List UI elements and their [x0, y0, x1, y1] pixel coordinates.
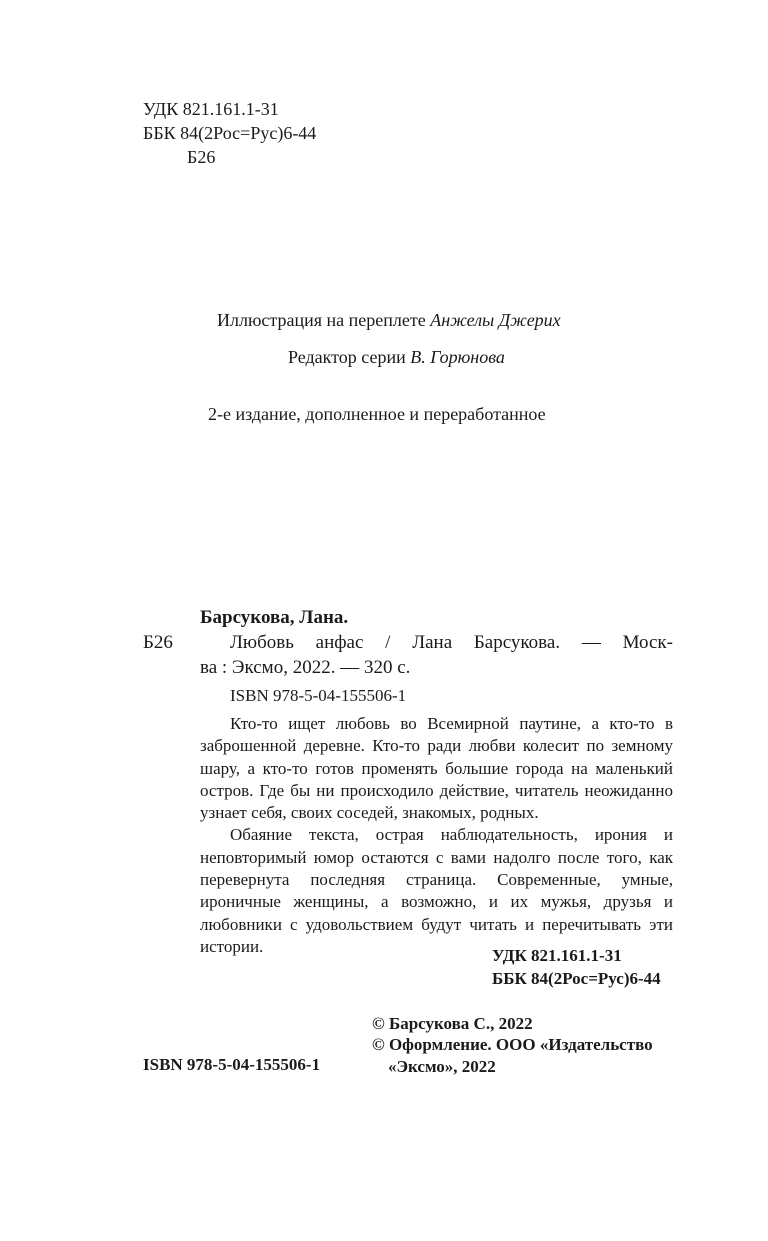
bbk-code: ББК 84(2Рос=Рус)6-44	[143, 123, 317, 143]
copyright-design-continued: «Эксмо», 2022	[388, 1057, 496, 1076]
footer-udk-code: УДК 821.161.1-31	[492, 946, 622, 965]
bibliographic-description-line2: ва : Эксмо, 2022. — 320 с.	[200, 657, 411, 678]
bibliographic-description-line1: Любовь анфас / Лана Барсукова. — Моск-	[230, 632, 673, 653]
illustration-credit-label: Иллюстрация на переплете	[217, 310, 431, 330]
illustrator-name: Анжелы Джерих	[430, 310, 561, 330]
isbn-record: ISBN 978-5-04-155506-1	[230, 686, 407, 705]
author-heading: Барсукова, Лана.	[200, 607, 349, 628]
copyright-author: © Барсукова С., 2022	[372, 1014, 533, 1033]
udk-code: УДК 821.161.1-31	[143, 99, 279, 119]
edition-note: 2-е издание, дополненное и переработанное	[208, 404, 546, 424]
copyright-design: © Оформление. ООО «Издательство	[372, 1035, 653, 1054]
annotation-paragraph: Обаяние текста, острая наблюдательность, ирония и неповторимый юмор остаются с вами надолго после того, как перевернута последняя страница. Современные, умные, ироничные женщины, а возможно, и их мужья, друзья и любовники с удовольствием будут читать и перечитывать эти истории.	[200, 825, 673, 956]
annotation	[200, 713, 673, 958]
footer-isbn: ISBN 978-5-04-155506-1	[143, 1055, 321, 1074]
author-sign: Б26	[187, 147, 216, 167]
series-editor-credit	[288, 345, 505, 369]
series-editor-label: Редактор серии	[288, 347, 411, 367]
annotation-paragraph: Кто-то ищет любовь во Всемирной паутине, а кто-то в заброшенной деревне. Кто-то ради любви колесит по земному шару, а кто-то готов променять большие города на маленький остров. Где бы ни происходило действие, читатель неожиданно узнает себя, своих соседей, знакомых, родных.	[200, 714, 673, 823]
footer-bbk-code: ББК 84(2Рос=Рус)6-44	[492, 969, 661, 988]
illustration-credit	[217, 308, 561, 332]
series-editor-name: В. Горюнова	[410, 347, 505, 367]
author-sign-record: Б26	[143, 632, 173, 653]
